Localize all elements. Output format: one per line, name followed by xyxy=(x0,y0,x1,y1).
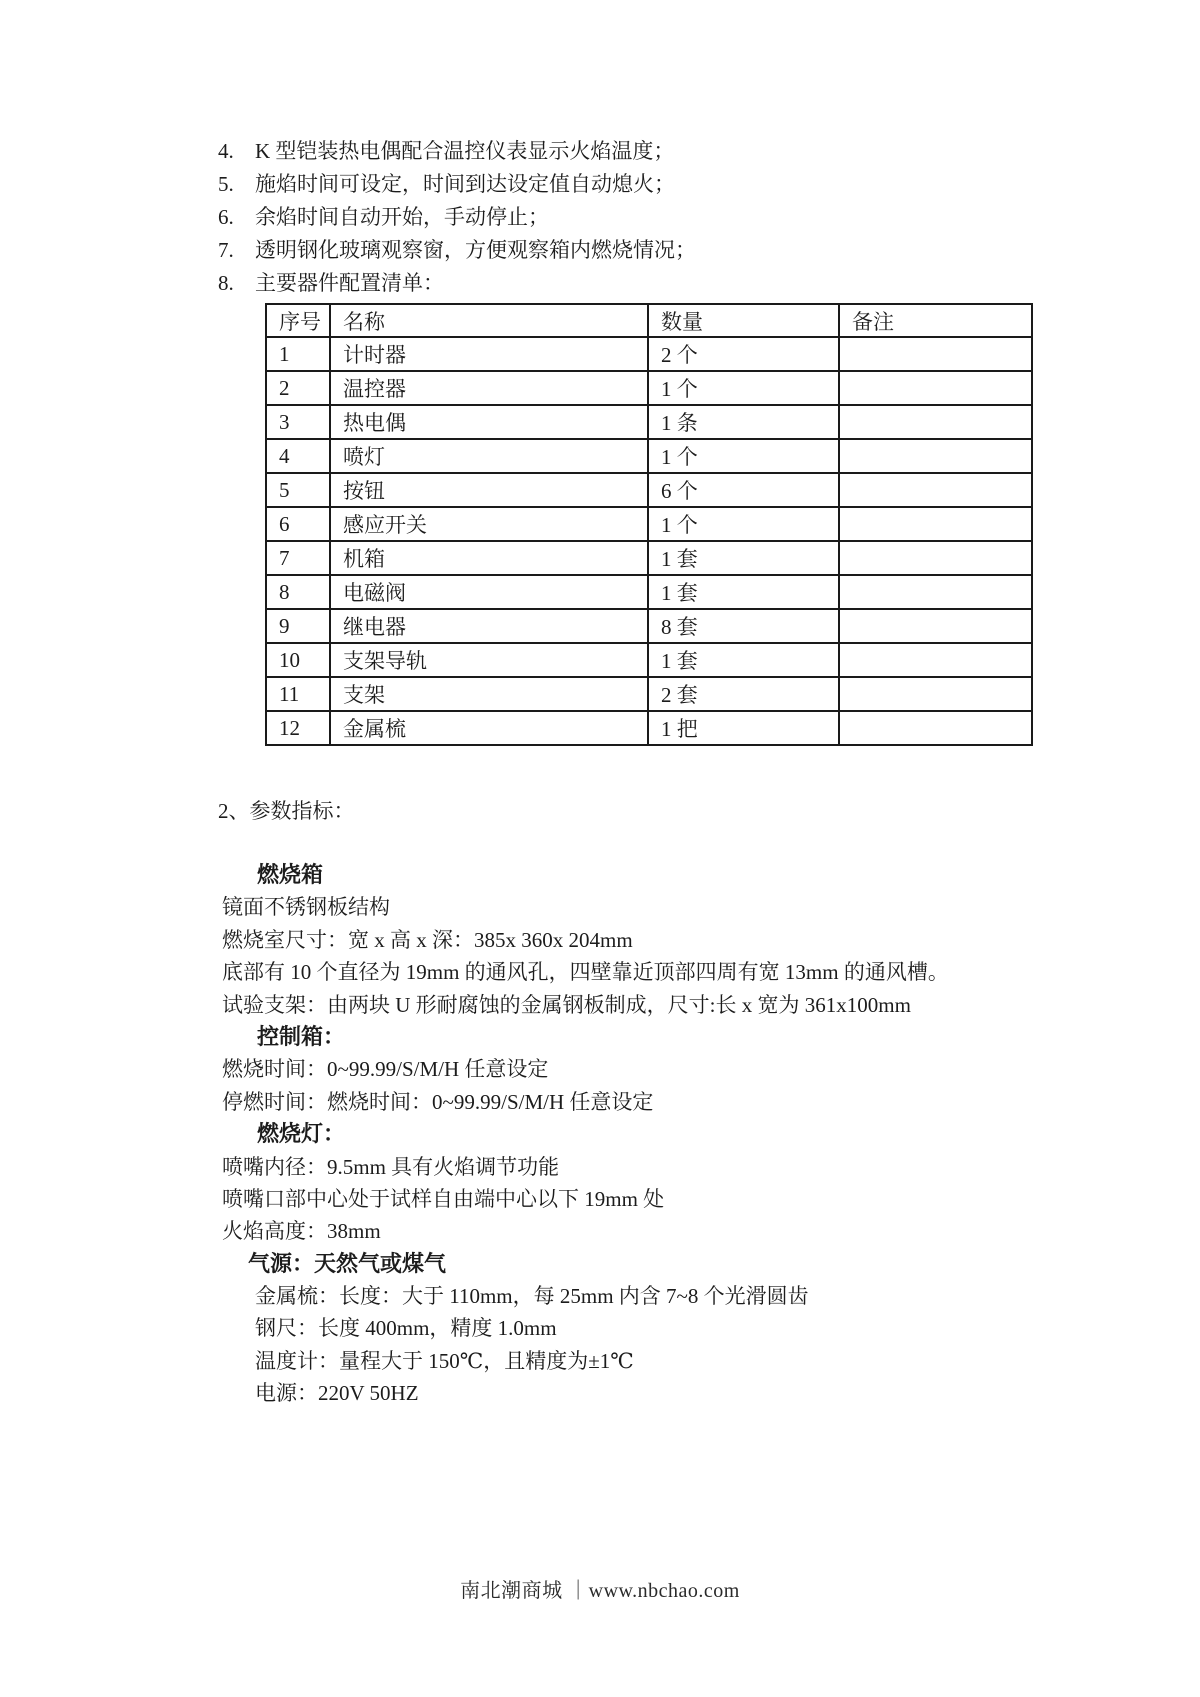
cell-qty: 2 套 xyxy=(648,677,839,711)
list-item-text: 施焰时间可设定，时间到达设定值自动熄火； xyxy=(255,172,675,196)
cell-qty: 1 条 xyxy=(648,405,839,439)
cell-note xyxy=(839,439,1032,473)
cell-qty: 1 个 xyxy=(648,439,839,473)
param-line: 镜面不锈钢板结构 xyxy=(222,895,390,920)
list-item-number: 4. xyxy=(218,139,234,163)
param-line: 喷嘴内径：9.5mm 具有火焰调节功能 xyxy=(222,1154,560,1179)
parameters-block xyxy=(218,859,949,1410)
param-subhead: 控制箱： xyxy=(257,1023,346,1049)
cell-note xyxy=(839,711,1032,745)
list-item-text: 透明钢化玻璃观察窗，方便观察箱内燃烧情况； xyxy=(255,238,696,262)
cell-name: 感应开关 xyxy=(330,507,648,541)
param-line: 金属梳：长度：大于 110mm，每 25mm 内含 7~8 个光滑圆齿 xyxy=(255,1284,809,1309)
cell-no: 8 xyxy=(266,575,330,609)
param-line: 停燃时间：燃烧时间：0~99.99/S/M/H 任意设定 xyxy=(222,1089,654,1114)
cell-no: 6 xyxy=(266,507,330,541)
cell-name: 电磁阀 xyxy=(330,575,648,609)
cell-note xyxy=(839,405,1032,439)
cell-no: 2 xyxy=(266,371,330,405)
param-subhead: 燃烧箱 xyxy=(257,862,324,887)
param-subhead: 燃烧灯： xyxy=(257,1121,346,1147)
cell-note xyxy=(839,643,1032,677)
list-item xyxy=(218,201,696,234)
cell-qty: 6 个 xyxy=(648,473,839,507)
param-line: 电源：220V 50HZ xyxy=(255,1381,419,1406)
footer-text: 南北潮商城 ｜www.nbchao.com xyxy=(460,1580,740,1602)
cell-qty: 1 个 xyxy=(648,507,839,541)
cell-note xyxy=(839,337,1032,371)
header-cell-name: 名称 xyxy=(330,304,648,337)
param-line: 试验支架：由两块 U 形耐腐蚀的金属钢板制成，尺寸:长 x 宽为 361x100mm xyxy=(222,992,911,1017)
table-row xyxy=(266,575,1032,609)
cell-no: 10 xyxy=(266,643,330,677)
param-line: 钢尺：长度 400mm，精度 1.0mm xyxy=(255,1316,557,1341)
table-row xyxy=(266,541,1032,575)
cell-name: 计时器 xyxy=(330,337,648,371)
cell-name: 温控器 xyxy=(330,371,648,405)
cell-qty: 2 个 xyxy=(648,337,839,371)
header-cell-note: 备注 xyxy=(839,304,1032,337)
list-item-number: 8. xyxy=(218,271,234,295)
cell-no: 5 xyxy=(266,473,330,507)
cell-no: 3 xyxy=(266,405,330,439)
cell-name: 机箱 xyxy=(330,541,648,575)
list-item-text: K 型铠装热电偶配合温控仪表显示火焰温度； xyxy=(255,139,675,163)
param-line: 燃烧时间：0~99.99/S/M/H 任意设定 xyxy=(222,1057,549,1082)
header-cell-no: 序号 xyxy=(266,304,330,337)
param-subhead: 气源：天然气或煤气 xyxy=(248,1250,447,1276)
table-row xyxy=(266,507,1032,541)
section-heading: 2、参数指标： xyxy=(218,799,355,823)
header-cell-qty: 数量 xyxy=(648,304,839,337)
cell-no: 7 xyxy=(266,541,330,575)
list-item xyxy=(218,267,696,300)
numbered-list xyxy=(218,135,696,300)
table-row xyxy=(266,473,1032,507)
cell-name: 热电偶 xyxy=(330,405,648,439)
table-row xyxy=(266,711,1032,745)
param-line: 火焰高度：38mm xyxy=(222,1219,381,1244)
param-line: 喷嘴口部中心处于试样自由端中心以下 19mm 处 xyxy=(222,1186,665,1211)
components-table xyxy=(265,303,1033,746)
list-item-text: 主要器件配置清单： xyxy=(255,271,444,295)
table-row xyxy=(266,439,1032,473)
cell-name: 支架 xyxy=(330,677,648,711)
cell-note xyxy=(839,677,1032,711)
cell-no: 9 xyxy=(266,609,330,643)
cell-name: 继电器 xyxy=(330,609,648,643)
cell-qty: 1 套 xyxy=(648,643,839,677)
param-line: 温度计：量程大于 150℃，且精度为±1℃ xyxy=(255,1348,634,1373)
param-line: 燃烧室尺寸：宽 x 高 x 深：385x 360x 204mm xyxy=(222,927,633,952)
cell-no: 11 xyxy=(266,677,330,711)
cell-name: 喷灯 xyxy=(330,439,648,473)
cell-qty: 1 套 xyxy=(648,541,839,575)
list-item-text: 余焰时间自动开始，手动停止； xyxy=(255,205,549,229)
list-item-number: 7. xyxy=(218,238,234,262)
list-item xyxy=(218,135,696,168)
table-row xyxy=(266,677,1032,711)
table-row xyxy=(266,405,1032,439)
cell-no: 1 xyxy=(266,337,330,371)
table-row xyxy=(266,337,1032,371)
cell-qty: 1 把 xyxy=(648,711,839,745)
list-item-number: 6. xyxy=(218,205,234,229)
param-line: 底部有 10 个直径为 19mm 的通风孔，四壁靠近顶部四周有宽 13mm 的通风槽。 xyxy=(222,960,949,985)
list-item-number: 5. xyxy=(218,172,234,196)
cell-qty: 1 套 xyxy=(648,575,839,609)
cell-name: 支架导轨 xyxy=(330,643,648,677)
cell-no: 12 xyxy=(266,711,330,745)
cell-note xyxy=(839,609,1032,643)
cell-qty: 1 个 xyxy=(648,371,839,405)
cell-qty: 8 套 xyxy=(648,609,839,643)
cell-note xyxy=(839,541,1032,575)
cell-note xyxy=(839,507,1032,541)
list-item xyxy=(218,168,696,201)
list-item xyxy=(218,234,696,267)
cell-note xyxy=(839,473,1032,507)
cell-name: 按钮 xyxy=(330,473,648,507)
table-row xyxy=(266,609,1032,643)
cell-note xyxy=(839,575,1032,609)
table-header-row xyxy=(266,304,1032,337)
table-row xyxy=(266,643,1032,677)
cell-note xyxy=(839,371,1032,405)
table-row xyxy=(266,371,1032,405)
cell-name: 金属梳 xyxy=(330,711,648,745)
cell-no: 4 xyxy=(266,439,330,473)
